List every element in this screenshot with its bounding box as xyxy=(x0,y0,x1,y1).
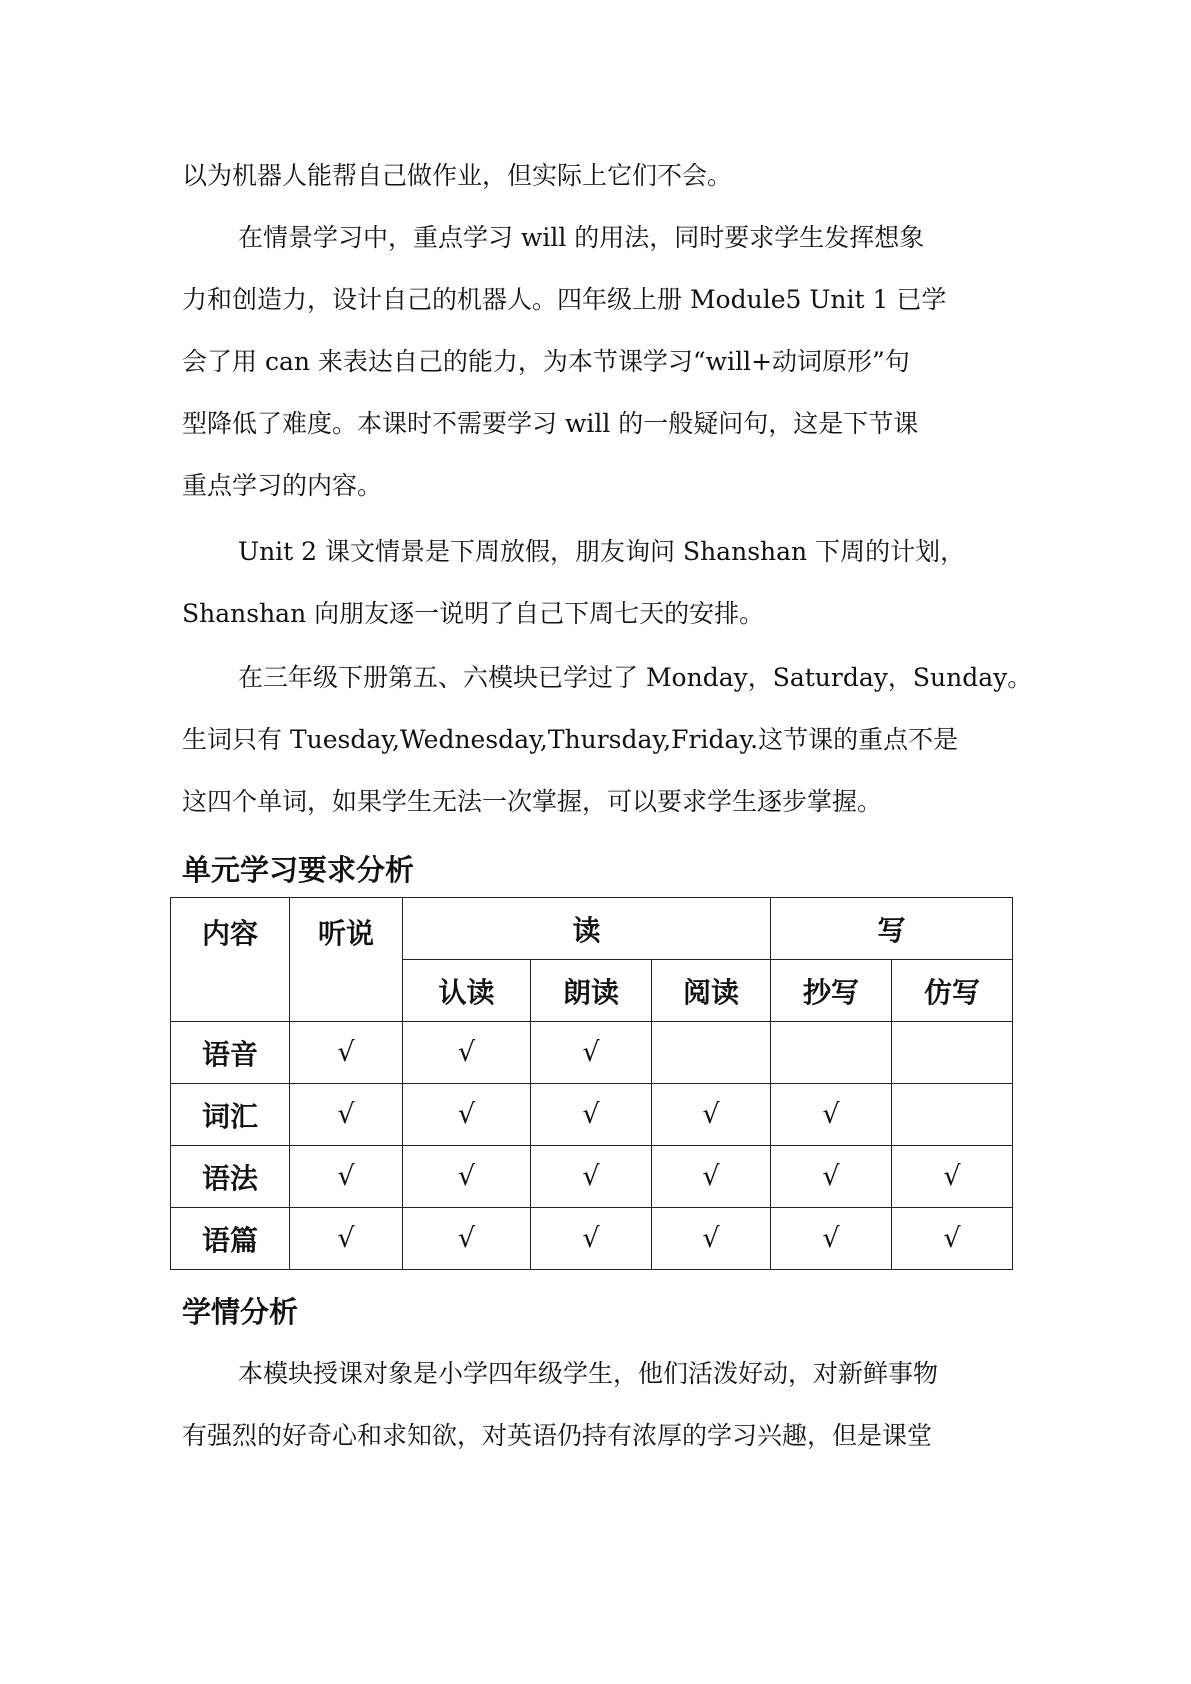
header-copy-write: 抄写 xyxy=(771,960,892,1022)
table-cell xyxy=(892,1084,1013,1146)
header-listen-speak: 听说 xyxy=(290,898,403,1022)
table-cell: √ xyxy=(290,1022,403,1084)
table-cell: √ xyxy=(290,1084,403,1146)
text-line: 这四个单词，如果学生无法一次掌握，可以要求学生逐步掌握。 xyxy=(182,787,883,816)
table-cell: √ xyxy=(652,1084,771,1146)
text-line: 有强烈的好奇心和求知欲，对英语仍持有浓厚的学习兴趣，但是课堂 xyxy=(182,1421,933,1450)
table-row xyxy=(171,1022,1013,1084)
text-line: 会了用 can 来表达自己的能力，为本节课学习“will+动词原形”句 xyxy=(182,347,910,376)
table-cell: √ xyxy=(771,1208,892,1270)
table-header-row xyxy=(171,898,1013,960)
requirements-table xyxy=(170,897,1013,1270)
heading-unit-requirements: 单元学习要求分析 xyxy=(182,853,415,887)
heading-learner-analysis: 学情分析 xyxy=(182,1295,299,1329)
row-label-discourse: 语篇 xyxy=(171,1208,290,1270)
table-cell xyxy=(892,1022,1013,1084)
text-line: 型降低了难度。本课时不需要学习 will 的一般疑问句，这是下节课 xyxy=(182,409,919,438)
header-recognize-read: 认读 xyxy=(403,960,531,1022)
table-cell xyxy=(771,1022,892,1084)
table-cell: √ xyxy=(403,1208,531,1270)
text-line: 在情景学习中，重点学习 will 的用法，同时要求学生发挥想象 xyxy=(238,223,925,252)
table-cell: √ xyxy=(652,1146,771,1208)
text-line: 以为机器人能帮自己做作业，但实际上它们不会。 xyxy=(182,161,733,190)
table-cell: √ xyxy=(531,1022,652,1084)
table-row xyxy=(171,1084,1013,1146)
table-row xyxy=(171,1146,1013,1208)
table-cell: √ xyxy=(403,1146,531,1208)
table-cell: √ xyxy=(290,1208,403,1270)
table-cell xyxy=(652,1022,771,1084)
table-cell: √ xyxy=(892,1208,1013,1270)
paragraph-learner-analysis xyxy=(182,1343,1020,1467)
row-label-grammar: 语法 xyxy=(171,1146,290,1208)
table-cell: √ xyxy=(403,1084,531,1146)
row-label-phonetics: 语音 xyxy=(171,1022,290,1084)
table-cell: √ xyxy=(531,1146,652,1208)
table-cell: √ xyxy=(290,1146,403,1208)
table-cell: √ xyxy=(403,1022,531,1084)
text-line: 生词只有 Tuesday,Wednesday,Thursday,Friday.这节课的重点不是 xyxy=(182,725,959,754)
table-cell: √ xyxy=(892,1146,1013,1208)
text-line: Shanshan 向朋友逐一说明了自己下周七天的安排。 xyxy=(182,599,765,628)
header-imitate-write: 仿写 xyxy=(892,960,1013,1022)
header-read: 读 xyxy=(403,898,771,960)
table-cell: √ xyxy=(652,1208,771,1270)
header-reading: 阅读 xyxy=(652,960,771,1022)
paragraph-robot-homework xyxy=(182,145,1020,207)
table-cell: √ xyxy=(531,1208,652,1270)
text-line: 力和创造力，设计自己的机器人。四年级上册 Module5 Unit 1 已学 xyxy=(182,285,947,314)
header-read-aloud: 朗读 xyxy=(531,960,652,1022)
table-cell: √ xyxy=(771,1084,892,1146)
table-cell: √ xyxy=(531,1084,652,1146)
text-line: Unit 2 课文情景是下周放假，朋友询问 Shanshan 下周的计划， xyxy=(238,537,966,566)
row-label-vocabulary: 词汇 xyxy=(171,1084,290,1146)
text-line: 在三年级下册第五、六模块已学过了 Monday，Saturday，Sunday。 xyxy=(238,663,1033,692)
paragraph-will-usage xyxy=(182,207,1020,517)
text-line: 重点学习的内容。 xyxy=(182,471,383,500)
text-line: 本模块授课对象是小学四年级学生，他们活泼好动，对新鲜事物 xyxy=(238,1359,939,1388)
paragraph-unit2-context xyxy=(182,521,1020,645)
table-cell: √ xyxy=(771,1146,892,1208)
paragraph-weekdays xyxy=(182,647,1033,833)
table-row xyxy=(171,1208,1013,1270)
header-content: 内容 xyxy=(171,898,290,1022)
header-write: 写 xyxy=(771,898,1013,960)
